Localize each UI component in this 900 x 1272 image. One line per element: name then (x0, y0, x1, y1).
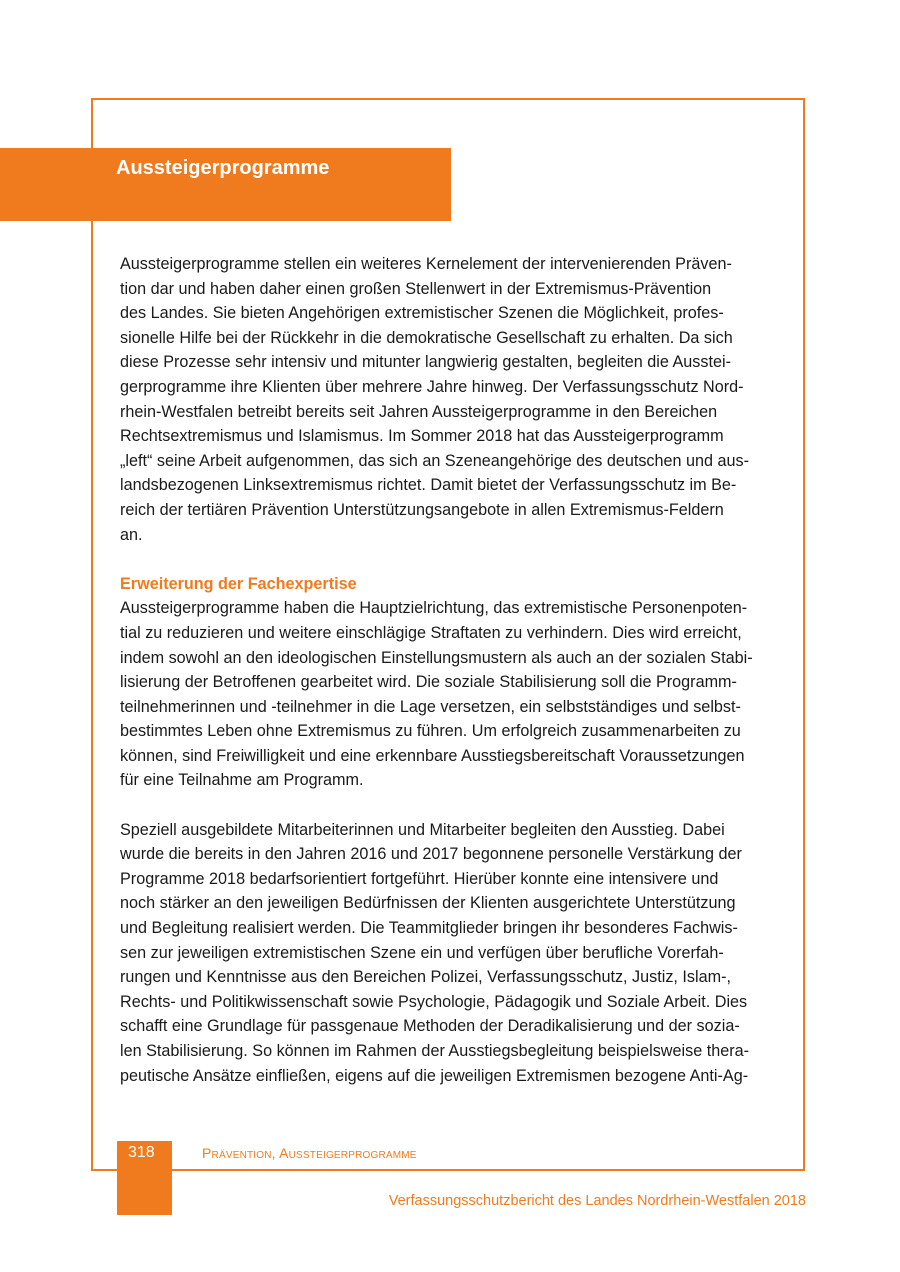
text-line: Aussteigerprogramme stellen ein weiteres Kernelement der intervenierenden Präven- (120, 255, 732, 273)
text-line: rungen und Kenntnisse aus den Bereichen Polizei, Verfassungsschutz, Justiz, Islam-, (120, 968, 731, 987)
page-number-box (117, 1141, 172, 1215)
text-line: tial zu reduzieren und weitere einschlägige Straftaten zu verhindern. Dies wird erreicht, (120, 623, 742, 642)
text-line: noch stärker an den jeweiligen Bedürfnissen der Klienten ausgerichtete Unterstützung (120, 894, 736, 913)
text-line: peutische Ansätze einfließen, eigens auf die jeweiligen Extremismen bezogene Anti-Ag- (120, 1066, 749, 1085)
page-title: Aussteigerprogramme (116, 157, 330, 179)
text-line: sen zur jeweiligen extremistischen Szene ein und verfügen über berufliche Vorerfah- (120, 943, 724, 962)
text-line: wurde die bereits in den Jahren 2016 und 2017 begonnene personelle Verstärkung der (120, 845, 742, 864)
text-line: teilnehmerinnen und -teilnehmer in die Lage versetzen, ein selbstständiges und selbst- (120, 697, 741, 716)
paragraph-2 (120, 572, 788, 793)
text-line: indem sowohl an den ideologischen Einstellungsmustern als auch an der sozialen Stabi- (120, 648, 753, 667)
text-line: tion dar und haben daher einen großen Stellenwert in der Extremismus-Prävention (120, 279, 712, 298)
title-band (0, 148, 451, 221)
text-line: reich der tertiären Prävention Unterstützungsangebote in allen Extremismus-Feldern (120, 500, 724, 519)
paragraph-gap (120, 547, 788, 572)
text-line: diese Prozesse sehr intensiv und mitunter langwierig gestalten, begleiten die Ausstei- (120, 353, 731, 372)
subheading: Erweiterung der Fachexpertise (120, 574, 357, 593)
paragraph-1 (120, 252, 788, 547)
publication-title: Verfassungsschutzbericht des Landes Nordrhein-Westfalen 2018 (388, 1193, 806, 1209)
text-line: lisierung der Betroffenen gearbeitet wird. Die soziale Stabilisierung soll die Programm- (120, 673, 737, 692)
body-text (120, 252, 788, 1088)
text-line: Aussteigerprogramme haben die Hauptzielrichtung, das extremistische Personenpoten- (120, 599, 748, 618)
text-line: len Stabilisierung. So können im Rahmen der Ausstiegsbegleitung beispielsweise thera- (120, 1042, 749, 1060)
text-line: Rechts- und Politikwissenschaft sowie Psychologie, Pädagogik und Soziale Arbeit. Dies (120, 992, 748, 1011)
text-line: für eine Teilnahme am Programm. (120, 771, 364, 790)
text-line: „left“ seine Arbeit aufgenommen, das sich an Szeneangehörige des deutschen und aus- (120, 451, 750, 470)
paragraph-gap (120, 793, 788, 818)
text-line: an. (120, 525, 143, 544)
text-line: des Landes. Sie bieten Angehörigen extremistischer Szenen die Möglichkeit, profes- (120, 304, 724, 323)
text-line: gerprogramme ihre Klienten über mehrere Jahre hinweg. Der Verfassungsschutz Nord- (120, 377, 744, 396)
page-number: 318 (128, 1144, 155, 1161)
text-line: landsbezogenen Linksextremismus richtet. Damit bietet der Verfassungsschutz im Be- (120, 476, 737, 495)
text-line: bestimmtes Leben ohne Extremismus zu führen. Um erfolgreich zusammenarbeiten zu (120, 722, 741, 741)
section-label: Prävention, Aussteigerprogramme (202, 1145, 417, 1161)
text-line: rhein-Westfalen betreibt bereits seit Jahren Aussteigerprogramme in den Bereichen (120, 402, 718, 421)
text-line: und Begleitung realisiert werden. Die Teammitglieder bringen ihr besonderes Fachwis- (120, 919, 738, 938)
paragraph-3 (120, 818, 788, 1089)
text-line: Rechtsextremismus und Islamismus. Im Sommer 2018 hat das Aussteigerprogramm (120, 427, 724, 446)
text-line: Programme 2018 bedarfsorientiert fortgeführt. Hierüber konnte eine intensivere und (120, 869, 719, 888)
text-line: schafft eine Grundlage für passgenaue Methoden der Deradikalisierung und der sozia- (120, 1017, 740, 1036)
text-line: können, sind Freiwilligkeit und eine erkennbare Ausstiegsbereitschaft Voraussetzungen (120, 746, 745, 765)
text-line: sionelle Hilfe bei der Rückkehr in die demokratische Gesellschaft zu erhalten. Da sich (120, 328, 733, 347)
text-line: Speziell ausgebildete Mitarbeiterinnen und Mitarbeiter begleiten den Ausstieg. Dabei (120, 820, 725, 839)
